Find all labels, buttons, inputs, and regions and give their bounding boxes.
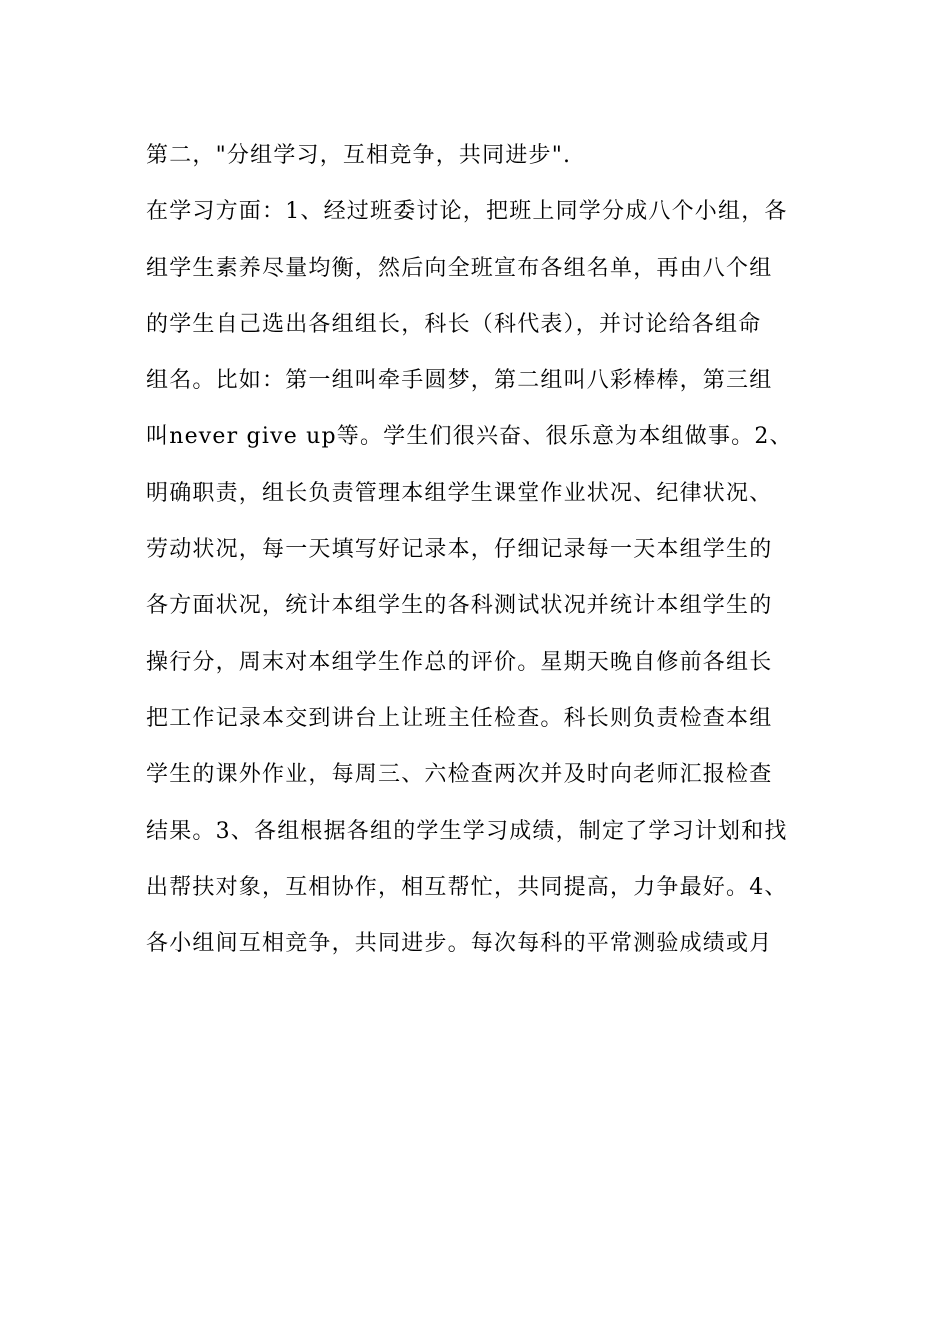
text-line: 第二，"分组学习，互相竞争，共同进步". (146, 143, 572, 168)
text-line: 出帮扶对象，互相协作，相互帮忙，共同提高，力争最好。4、 (146, 874, 788, 900)
text-line: 各方面状况，统计本组学生的各科测试状况并统计本组学生的 (146, 593, 773, 619)
text-line: 叫never give up等。学生们很兴奋、很乐意为本组做事。2、 (146, 424, 793, 450)
text-line: 组名。比如：第一组叫牵手圆梦，第二组叫八彩棒棒，第三组 (146, 368, 773, 394)
text-line: 把工作记录本交到讲台上让班主任检查。科长则负责检查本组 (146, 705, 773, 731)
text-line: 各小组间互相竞争，共同进步。每次每科的平常测验成绩或月 (146, 931, 773, 957)
text-line: 操行分，周末对本组学生作总的评价。星期天晚自修前各组长 (146, 649, 773, 675)
text-line: 结果。3、各组根据各组的学生学习成绩，制定了学习计划和找 (146, 818, 788, 844)
text-line: 的学生自己选出各组组长，科长（科代表），并讨论给各组命 (146, 311, 762, 337)
text-line: 在学习方面：1、经过班委讨论，把班上同学分成八个小组，各 (146, 199, 788, 225)
body-text (146, 128, 816, 972)
text-line: 明确职责，组长负责管理本组学生课堂作业状况、纪律状况、 (146, 480, 773, 506)
text-line: 学生的课外作业，每周三、六检查两次并及时向老师汇报检查 (146, 762, 773, 788)
text-line: 组学生素养尽量均衡，然后向全班宣布各组名单，再由八个组 (146, 255, 773, 281)
text-line: 劳动状况，每一天填写好记录本，仔细记录每一天本组学生的 (146, 537, 773, 563)
